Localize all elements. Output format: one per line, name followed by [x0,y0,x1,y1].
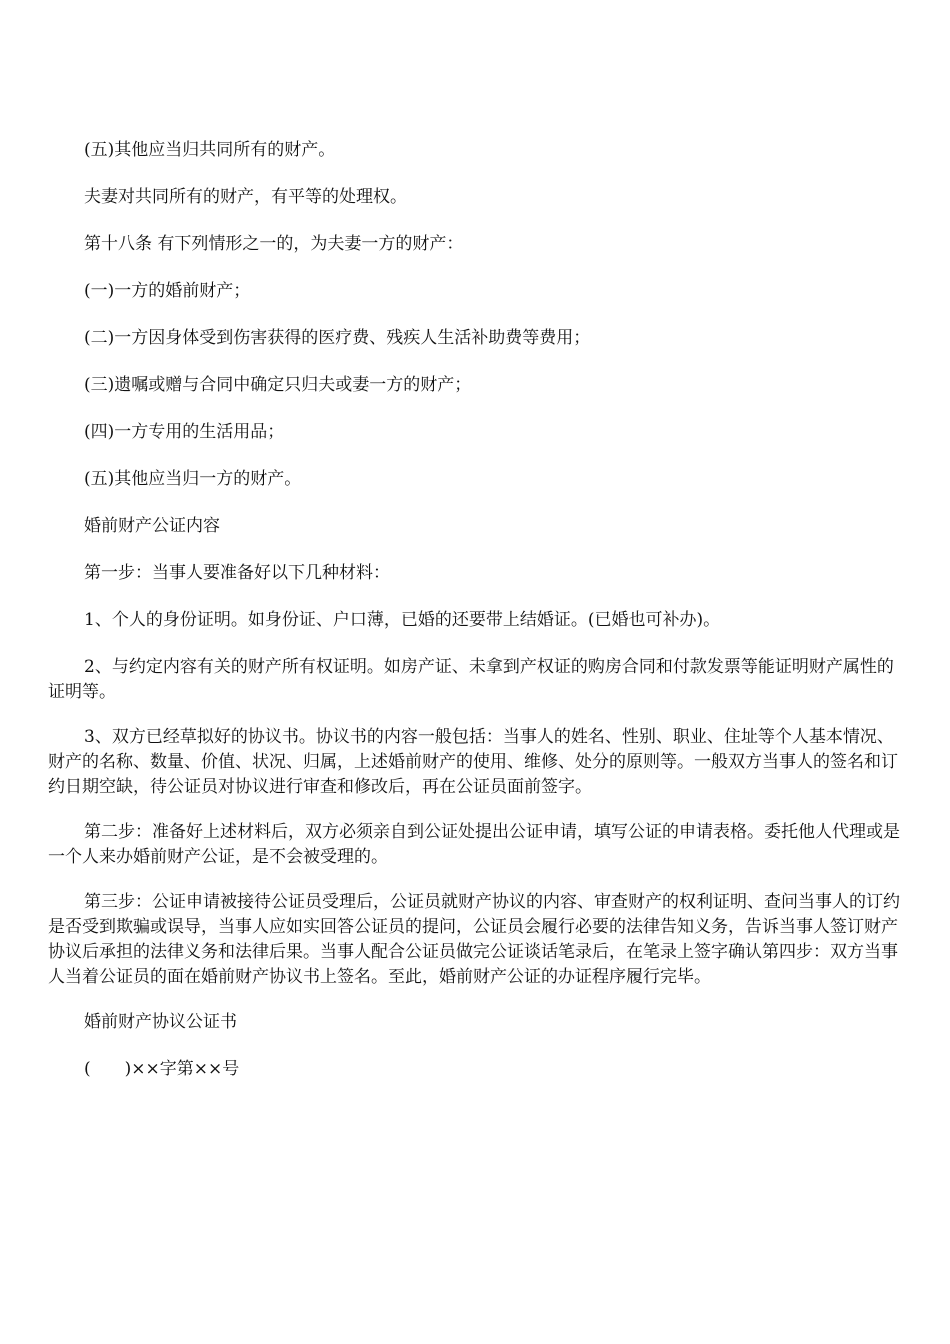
paragraph-equal-rights: 夫妻对共同所有的财产，有平等的处理权。 [84,187,407,207]
paragraph-material-2: 2、与约定内容有关的财产所有权证明。如房产证、未拿到产权证的购房合同和付款发票等能证明财产属性的证明等。 [48,657,894,702]
paragraph-material-3: 3、双方已经草拟好的协议书。协议书的内容一般包括：当事人的姓名、性别、职业、住址等个人基本情况、财产的名称、数量、价值、状况、归属，上述婚前财产的使用、维修、处分的原则等。一般双方当事人的签名和订约日期空缺，待公证员对协议进行审查和修改后，再在公证员面前签字。 [48,727,898,797]
document-body [48,138,900,1082]
paragraph-step-3: 第三步：公证申请被接待公证员受理后，公证员就财产协议的内容、审查财产的权利证明、查问当事人的订约是否受到欺骗或误导，当事人应如实回答公证员的提问，公证员会履行必要的法律告知义务，告诉当事人签订财产协议后承担的法律义务和法律后果。当事人配合公证员做完公证谈话笔录后，在笔录上签字确认第四步：双方当事人当着公证员的面在婚前财产协议书上签名。至此，婚前财产公证的办证程序履行完毕。 [48,892,900,987]
section-heading-certificate: 婚前财产协议公证书 [84,1012,237,1032]
section-heading-notarization: 婚前财产公证内容 [84,516,220,536]
paragraph-step-1: 第一步：当事人要准备好以下几种材料： [84,563,390,583]
paragraph-item-1: (一)一方的婚前财产； [84,281,251,301]
paragraph-item-4: (四)一方专用的生活用品； [84,422,285,442]
certificate-number: ( )××字第××号 [84,1059,240,1079]
paragraph-article-18: 第十八条 有下列情形之一的，为夫妻一方的财产： [84,234,464,254]
paragraph-item-2: (二)一方因身体受到伤害获得的医疗费、残疾人生活补助费等费用； [84,328,591,348]
paragraph-item-3: (三)遗嘱或赠与合同中确定只归夫或妻一方的财产； [84,375,472,395]
paragraph-item-5-one-party: (五)其他应当归一方的财产。 [84,469,302,489]
paragraph-step-2: 第二步：准备好上述材料后，双方必须亲自到公证处提出公证申请，填写公证的申请表格。委托他人代理或是一个人来办婚前财产公证，是不会被受理的。 [48,822,900,867]
paragraph-item-5-common: (五)其他应当归共同所有的财产。 [84,140,336,160]
paragraph-material-1: 1、个人的身份证明。如身份证、户口薄，已婚的还要带上结婚证。(已婚也可补办)。 [84,610,721,630]
